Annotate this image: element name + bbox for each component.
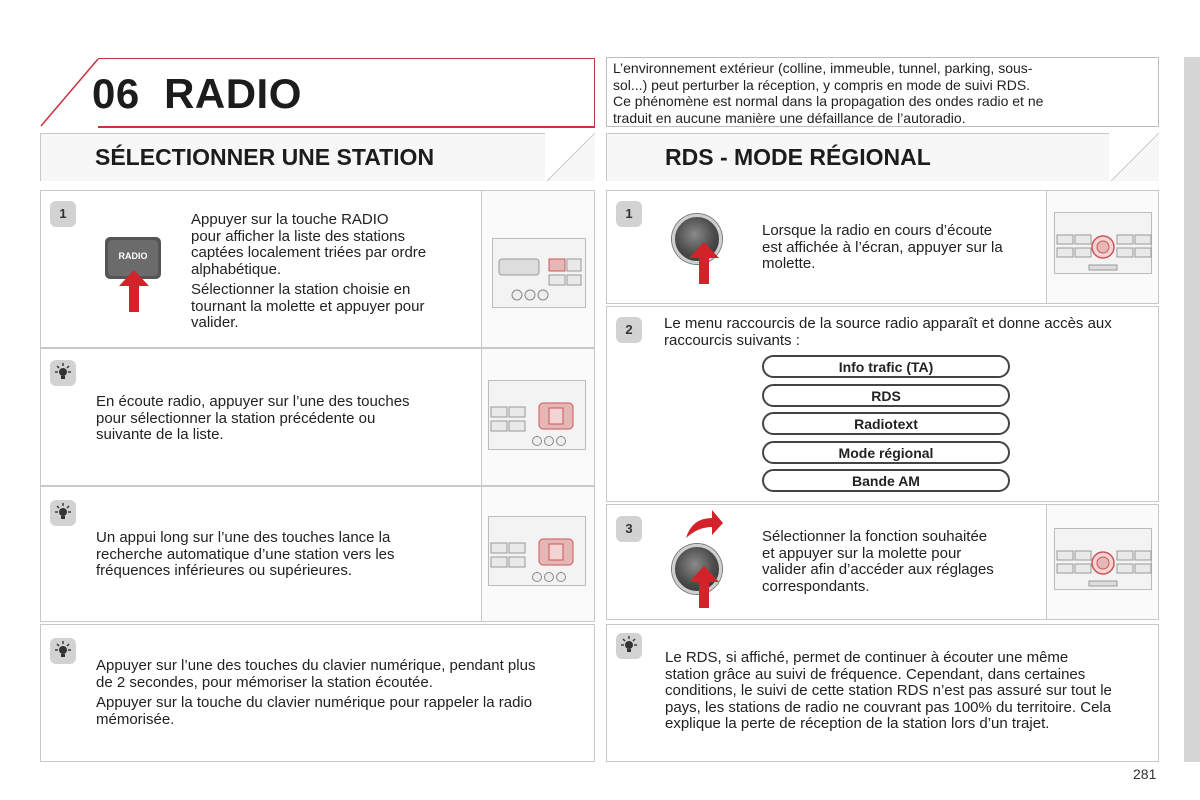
section-header-corner [1109, 133, 1161, 183]
control-panel-illustration [1054, 528, 1152, 590]
page-number: 281 [1133, 766, 1157, 782]
step-1-text: Appuyer sur la touche RADIO pour afficher la liste des stations captées localement triées par ordre alphabétique. Sélectionner la station choisie en tournant la molette et appuyer pour valider. [191, 211, 427, 331]
shortcut-menu-item: RDS [762, 384, 1010, 407]
tip-1-text: En écoute radio, appuyer sur l’une des touches pour sélectionner la station précédente ou suivante de la liste. [96, 393, 410, 443]
side-tab [1184, 57, 1200, 762]
lightbulb-icon [50, 360, 76, 386]
section-header-corner [545, 133, 597, 183]
tip-2-text: Un appui long sur l’une des touches lance la recherche automatique d’une station vers les fréquences inférieures ou supérieures. [96, 529, 395, 579]
control-panel-illustration [1054, 212, 1152, 274]
step-badge: 1 [616, 201, 642, 227]
chapter-title: 06 RADIO [92, 70, 302, 117]
section-title-right: RDS - MODE RÉGIONAL [665, 144, 931, 170]
step-badge: 3 [616, 516, 642, 542]
red-arrow-icon [119, 270, 149, 312]
lightbulb-icon [50, 500, 76, 526]
rds-step-1-text: Lorsque la radio en cours d’écoute est affichée à l’écran, appuyer sur la molette. [762, 222, 1003, 272]
curved-arrow-icon [682, 508, 724, 540]
rds-step-3-text: Sélectionner la fonction souhaitée et appuyer sur la molette pour valider afin d’accéder aux réglages correspondants. [762, 528, 994, 595]
tip-3-text: Appuyer sur l’une des touches du clavier numérique, pendant plus de 2 secondes, pour mémoriser la station écoutée. Appuyer sur la touche du clavier numérique pour rappeler la radio mémorisée. [96, 657, 536, 728]
radio-key-label: RADIO [118, 251, 148, 261]
shortcut-menu-item: Bande AM [762, 469, 1010, 492]
lightbulb-icon [50, 638, 76, 664]
red-arrow-icon [689, 242, 719, 284]
intro-note: L’environnement extérieur (colline, immeuble, tunnel, parking, sous- sol...) peut perturber la réception, y compris en mode de suivi RDS. Ce phénomène est normal dans la propagation des ondes radio et ne traduit en aucune manière une défaillance de l’autoradio. [613, 60, 1044, 126]
control-panel-illustration [488, 380, 586, 450]
step-badge: 2 [616, 317, 642, 343]
shortcut-menu-item: Mode régional [762, 441, 1010, 464]
control-panel-illustration [492, 238, 586, 308]
rds-tip-text: Le RDS, si affiché, permet de continuer à écouter une même station grâce au suivi de fréquence. Cependant, dans certaines conditions, le suivi de cette station RDS n’est pas assuré sur tout le pays, les stations de radio ne couvrant pas 100% du territoire. Cela explique la perte de réception de la station lors d’un trajet. [665, 649, 1112, 732]
section-title-left: SÉLECTIONNER UNE STATION [95, 144, 435, 170]
control-panel-illustration [488, 516, 586, 586]
lightbulb-icon [616, 633, 642, 659]
rds-step-2-text: Le menu raccourcis de la source radio apparaît et donne accès aux raccourcis suivants : [664, 315, 1112, 349]
step-badge: 1 [50, 201, 76, 227]
red-arrow-icon [689, 566, 719, 608]
shortcut-menu-item: Info trafic (TA) [762, 355, 1010, 378]
shortcut-menu-item: Radiotext [762, 412, 1010, 435]
